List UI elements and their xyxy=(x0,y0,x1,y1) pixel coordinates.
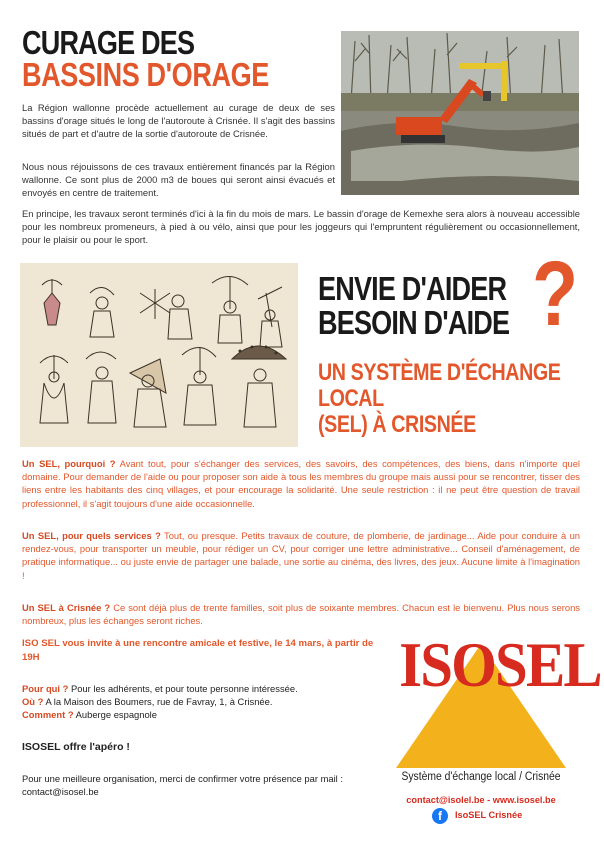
excavator-photo xyxy=(341,31,579,195)
isosel-logo xyxy=(392,629,601,768)
sel-crisnee-paragraph xyxy=(22,601,580,627)
how-line xyxy=(22,708,387,721)
article1-paragraph-1: La Région wallonne procède actuellement au curage de deux de ses bassins d'orage situés le long de l'autoroute à Crisnée. Il s'agit des bassins situés de part et d'autre de la sortie d'autoroute de Crisnée. xyxy=(22,102,335,140)
article1-paragraph-3: En principe, les travaux seront terminés d'ici à la fin du mois de mars. Le bassin d'orage de Kemexhe sera alors à nouveau accessible pour les nombreux promeneurs, à pied à ou vélo, ainsi que pour les joggeurs qui l'empruntent régulièrement ou occasionnellement, pour le plaisir ou pour le sport. xyxy=(22,208,580,246)
who-line xyxy=(22,682,387,695)
article2-headline-line2: BESOIN D'AIDE xyxy=(318,304,510,341)
article2-subtitle-line3: (SEL) À CRISNÉE xyxy=(318,411,476,438)
how-text: Auberge espagnole xyxy=(73,709,157,720)
vintage-umbrella-illustration xyxy=(20,263,298,447)
article1-paragraph-2: Nous nous réjouissons de ces travaux entièrement financés par la Région wallonne. Ce sont plus de 2000 m3 de boues qui seront ainsi évacués et envoyés en centre de traitement. xyxy=(22,161,335,199)
sel-why-paragraph xyxy=(22,457,580,510)
sel-services-label: Un SEL, pour quels services ? xyxy=(22,530,161,541)
sel-why-label: Un SEL, pourquoi ? xyxy=(22,458,116,469)
where-line xyxy=(22,695,387,708)
sel-services-paragraph xyxy=(22,529,580,582)
how-label: Comment ? xyxy=(22,709,74,720)
facebook-icon[interactable]: f xyxy=(432,808,448,824)
where-label: Où ? xyxy=(22,696,44,707)
article1-title-line1: CURAGE DES xyxy=(22,24,195,61)
isosel-logo-text: ISOSEL xyxy=(399,629,601,700)
isosel-tagline: Système d'échange local / Crisnée xyxy=(401,771,561,783)
sel-services-text: Tout, ou presque. Petits travaux de couture, de plomberie, de jardinage... Aide pour conduire à un rendez-vous, pour transporter un meuble, pour rédiger un CV, pour corriger une lettre administrative... Conseil d'aménagement, de pratique informatique... ou juste envie de partager une balade, une sortie au cinéma, des livres, des jeux. Aucune limite à l'imagination ! xyxy=(22,530,580,581)
where-text: A la Maison des Boumers, rue de Favray, 1, à Crisnée. xyxy=(43,696,273,707)
article2-subtitle-line2: LOCAL xyxy=(318,385,384,412)
contact-links[interactable]: contact@isolel.be - www.isosel.be xyxy=(406,795,556,805)
article2-headline-line1: ENVIE D'AIDER xyxy=(318,270,507,307)
sel-crisnee-text: Ce sont déjà plus de trente familles, soit plus de soixante membres. Chacun est le bienvenu. Plus nous serons nombreux, plus les échanges seront riches. xyxy=(22,602,580,627)
confirm-text: Pour une meilleure organisation, merci de confirmer votre présence par mail : contact@isosel.be xyxy=(22,773,343,798)
sel-why-text: Avant tout, pour s'échanger des services, des savoirs, des compétences, des biens, dans n'importe quel domaine. Pour demander de l'aide ou pour proposer son aide à tous les membres du groupe mais aussi pour se rencontrer, tisser des liens entre les habitants des cinq villages, et pour encourage la solidarité. Une seule restriction : il ne peut être question de travail professionnel, il s'agit toujours d'une aide occasionnelle. xyxy=(22,458,580,509)
invite-text: ISO SEL vous invite à une rencontre amicale et festive, le 14 mars, à partir de 19H xyxy=(22,638,374,663)
facebook-page-link[interactable]: IsoSEL Crisnée xyxy=(455,810,523,820)
apero-text: ISOSEL offre l'apéro ! xyxy=(22,741,130,753)
article1-title-line2: BASSINS D'ORAGE xyxy=(22,56,269,93)
question-mark: ? xyxy=(532,243,579,345)
sel-crisnee-label: Un SEL à Crisnée ? xyxy=(22,602,111,613)
who-text: Pour les adhérents, et pour toute personne intéressée. xyxy=(68,683,298,694)
article2-subtitle-line1: UN SYSTÈME D'ÉCHANGE xyxy=(318,359,561,386)
who-label: Pour qui ? xyxy=(22,683,69,694)
